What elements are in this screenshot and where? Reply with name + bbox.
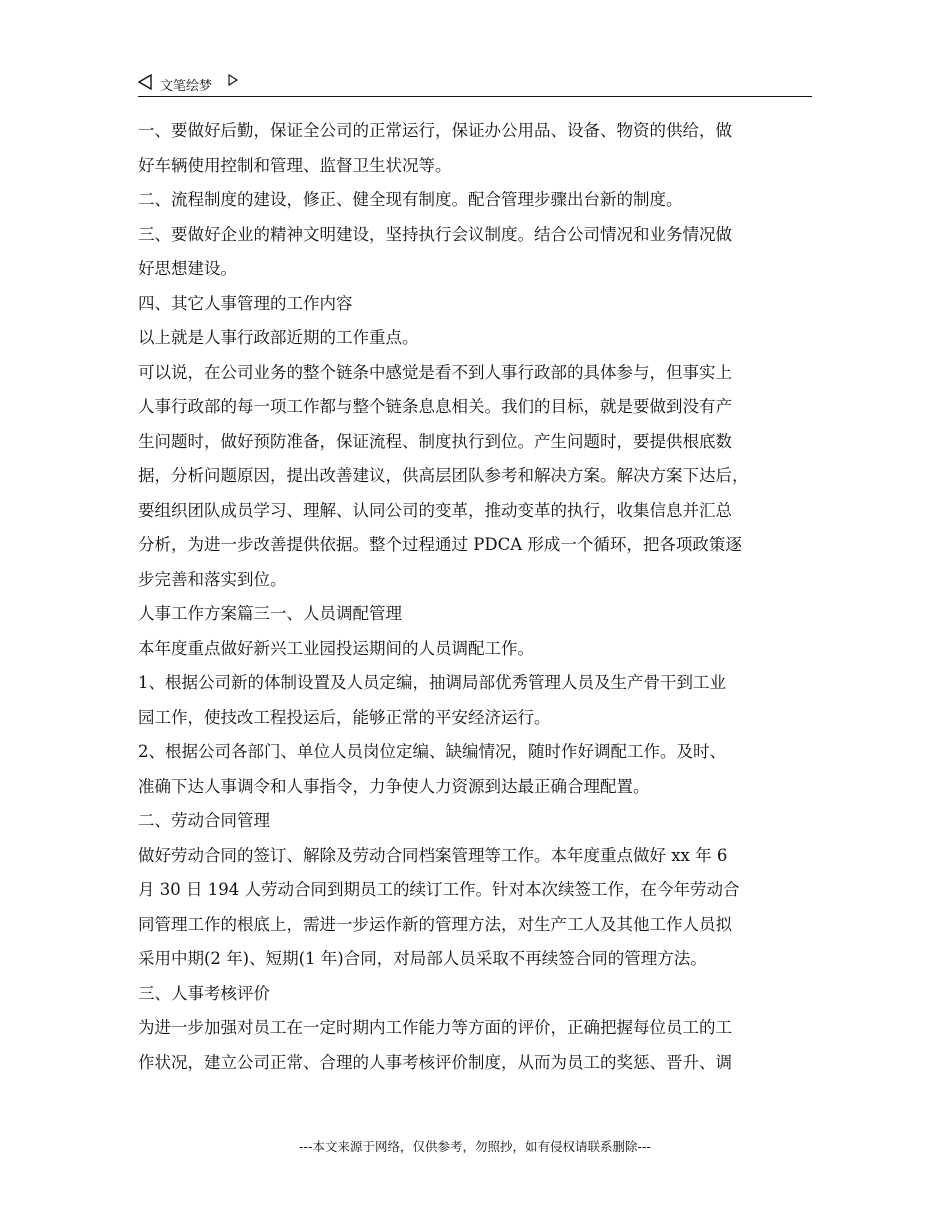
text-line: 为进一步加强对员工在一定时期内工作能力等方面的评价，正确把握每位员工的工 xyxy=(138,1018,732,1037)
text-line: 步完善和落实到位。 xyxy=(138,569,287,589)
text-line: 人事行政部的每一项工作都与整个链条息息相关。我们的目标，就是要做到没有产 xyxy=(138,397,732,416)
text-line: 作状况，建立公司正常、合理的人事考核评价制度，从而为员工的奖惩、晋升、调 xyxy=(138,1052,732,1072)
document-body xyxy=(138,114,828,1080)
text-line: 三、人事考核评价 xyxy=(138,983,270,1003)
text-line: 好思想建设。 xyxy=(138,259,237,278)
text-line: 一、要做好后勤，保证全公司的正常运行，保证办公用品、设备、物资的供给，做 xyxy=(138,121,732,140)
text-line: 二、流程制度的建设，修正、健全现有制度。配合管理步骤出台新的制度。 xyxy=(138,190,683,209)
text-line: 二、劳动合同管理 xyxy=(138,811,270,830)
text-line: 准确下达人事调令和人事指令，力争使人力资源到达最正确合理配置。 xyxy=(138,776,650,796)
triangle-left-icon xyxy=(138,74,152,90)
text-line: 园工作，使技改工程投运后，能够正常的平安经济运行。 xyxy=(138,707,551,727)
text-line: 分析，为进一步改善提供依据。整个过程通过 PDCA 形成一个循环，把各项政策逐 xyxy=(138,535,742,554)
text-line: 要组织团队成员学习、理解、认同公司的变革，推动变革的执行，收集信息并汇总 xyxy=(138,500,732,520)
footer-disclaimer: ---本文来源于网络，仅供参考，勿照抄，如有侵权请联系删除--- xyxy=(298,1139,652,1154)
text-line: 1、根据公司新的体制设置及人员定编，抽调局部优秀管理人员及生产骨干到工业 xyxy=(138,673,726,692)
page-header xyxy=(138,70,812,97)
text-line: 采用中期(2 年)、短期(1 年)合同，对局部人员采取不再续签合同的管理方法。 xyxy=(138,949,707,968)
text-line: 月 30 日 194 人劳动合同到期员工的续订工作。针对本次续签工作，在今年劳动合 xyxy=(138,880,740,899)
text-line: 四、其它人事管理的工作内容 xyxy=(138,293,353,313)
text-line: 生问题时，做好预防准备，保证流程、制度执行到位。产生问题时，要提供根底数 xyxy=(138,431,732,451)
text-line: 可以说，在公司业务的整个链条中感觉是看不到人事行政部的具体参与，但事实上 xyxy=(138,362,732,382)
text-line: 2、根据公司各部门、单位人员岗位定编、缺编情况，随时作好调配工作。及时、 xyxy=(138,742,726,761)
text-line: 三、要做好企业的精神文明建设，坚持执行会议制度。结合公司情况和业务情况做 xyxy=(138,224,732,244)
text-line: 同管理工作的根底上，需进一步运作新的管理方法，对生产工人及其他工作人员拟 xyxy=(138,914,732,934)
text-line: 以上就是人事行政部近期的工作重点。 xyxy=(138,328,419,347)
text-line: 本年度重点做好新兴工业园投运期间的人员调配工作。 xyxy=(138,638,534,658)
text-line: 做好劳动合同的签订、解除及劳动合同档案管理等工作。本年度重点做好 xx 年 6 xyxy=(138,845,728,865)
text-line: 人事工作方案篇三一、人员调配管理 xyxy=(138,604,402,623)
header-title: 文笔绘梦 xyxy=(160,79,213,94)
text-line: 好车辆使用控制和管理、监督卫生状况等。 xyxy=(138,155,452,175)
triangle-right-icon xyxy=(228,74,238,86)
text-line: 据，分析问题原因，提出改善建议，供高层团队参考和解决方案。解决方案下达后， xyxy=(138,466,749,485)
